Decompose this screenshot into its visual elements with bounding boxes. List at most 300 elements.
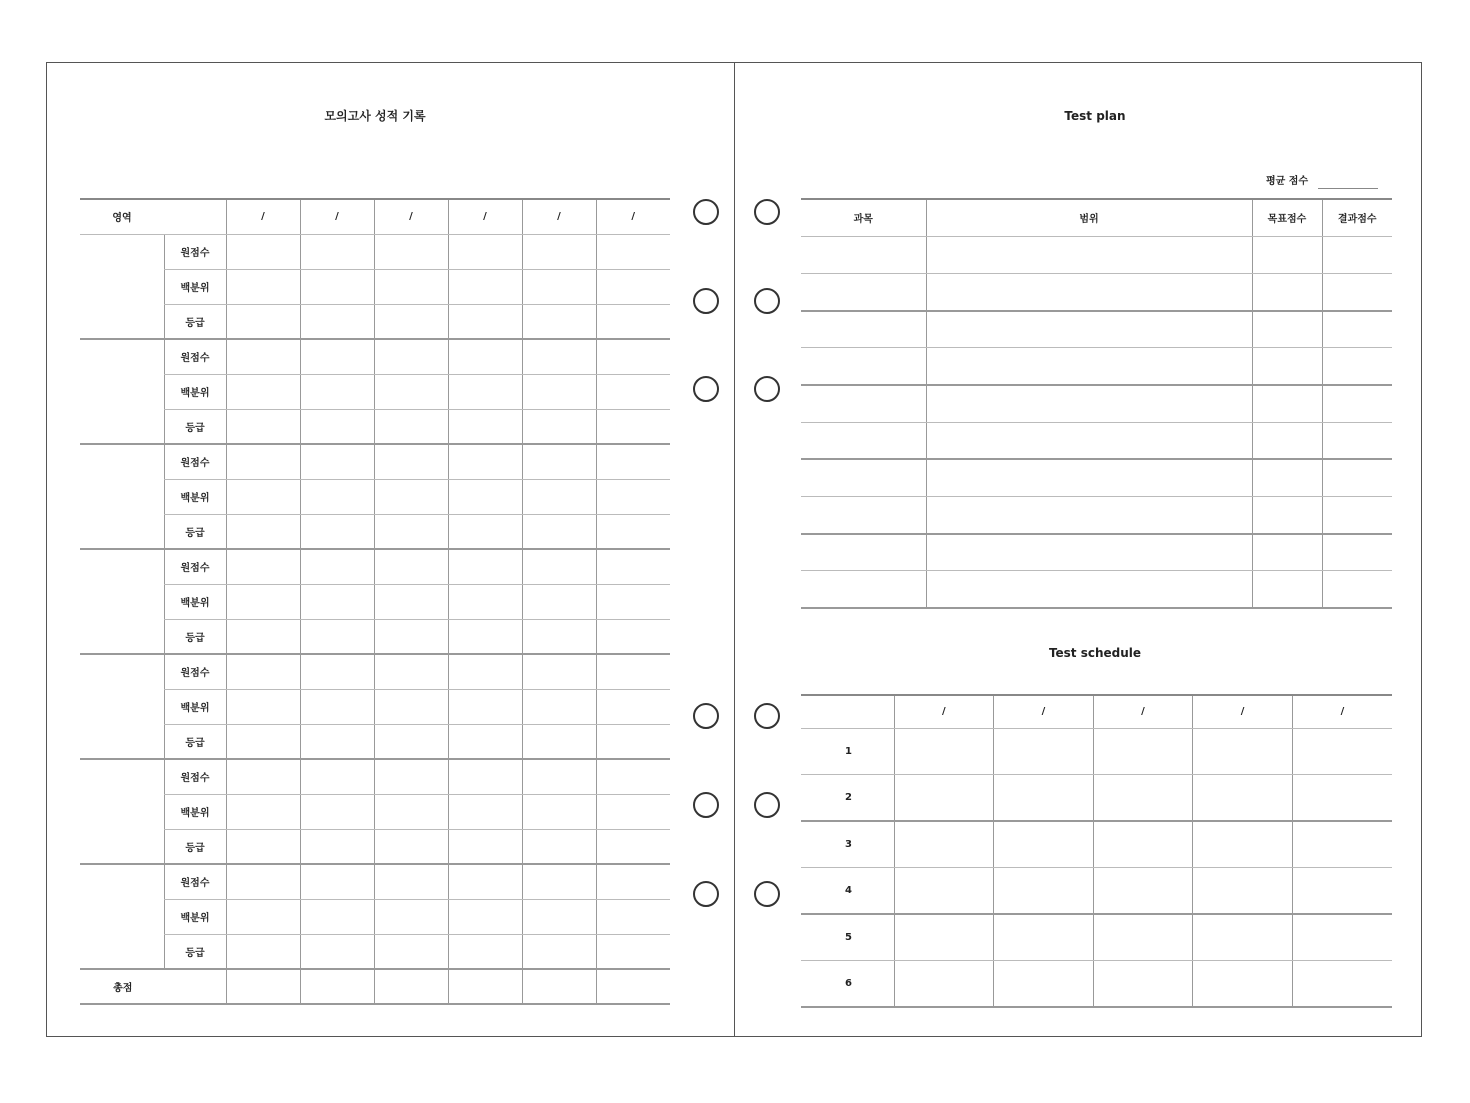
total-cell[interactable] [522,969,596,1004]
date-header-cell[interactable]: / [226,199,300,234]
schedule-cell[interactable] [1292,728,1392,775]
score-cell[interactable] [226,724,300,759]
plan-cell[interactable] [926,311,1252,348]
total-cell[interactable] [300,969,374,1004]
schedule-cell[interactable] [894,868,994,915]
plan-row [801,311,1392,348]
binder-hole [754,703,780,729]
schedule-cell[interactable] [1093,728,1193,775]
score-cell[interactable] [300,829,374,864]
subject-area-cell[interactable] [80,864,164,969]
schedule-cell[interactable] [1193,868,1293,915]
score-row [80,549,670,584]
score-row [80,409,670,444]
schedule-cell[interactable] [1093,914,1193,961]
plan-cell[interactable] [926,273,1252,310]
area-header: 영역 [80,199,164,234]
schedule-row [801,728,1392,775]
schedule-row [801,821,1392,868]
binder-hole [754,288,780,314]
plan-row [801,273,1392,310]
score-cell[interactable] [522,234,596,269]
score-cell[interactable] [226,619,300,654]
subject-area-cell[interactable] [80,339,164,444]
subject-area-cell[interactable] [80,549,164,654]
score-row [80,584,670,619]
score-cell[interactable] [374,829,448,864]
score-cell[interactable] [448,374,522,409]
score-cell[interactable] [300,584,374,619]
score-cell[interactable] [522,864,596,899]
score-cell[interactable] [300,339,374,374]
score-row [80,269,670,304]
period-number: 5 [801,914,894,961]
score-cell[interactable] [226,234,300,269]
average-score-blank [1318,188,1378,189]
plan-cell[interactable] [1252,385,1322,422]
score-cell[interactable] [374,584,448,619]
total-row [80,969,670,1004]
score-cell[interactable] [522,899,596,934]
score-cell[interactable] [374,339,448,374]
score-cell[interactable] [522,374,596,409]
score-cell[interactable] [226,444,300,479]
score-cell[interactable] [226,934,300,969]
schedule-cell[interactable] [894,728,994,775]
plan-row [801,459,1392,496]
plan-cell[interactable] [926,497,1252,534]
score-row [80,234,670,269]
plan-cell[interactable] [1322,459,1392,496]
score-cell[interactable] [300,304,374,339]
schedule-cell[interactable] [1093,775,1193,822]
score-cell[interactable] [448,864,522,899]
schedule-cell[interactable] [894,821,994,868]
score-row [80,794,670,829]
period-number: 3 [801,821,894,868]
page-divider [734,62,735,1037]
score-cell[interactable] [522,269,596,304]
score-cell[interactable] [374,374,448,409]
plan-cell[interactable] [1252,534,1322,571]
score-cell[interactable] [596,724,670,759]
score-cell[interactable] [448,269,522,304]
schedule-cell[interactable] [1193,775,1293,822]
score-row [80,864,670,899]
plan-cell[interactable] [1322,534,1392,571]
period-number: 4 [801,868,894,915]
plan-row [801,385,1392,422]
score-cell[interactable] [300,514,374,549]
score-cell[interactable] [374,934,448,969]
test-plan-table [801,198,1392,609]
plan-cell[interactable] [1252,459,1322,496]
score-cell[interactable] [522,514,596,549]
schedule-date-cell[interactable]: / [1093,695,1193,728]
plan-row [801,236,1392,273]
score-type-label: 백분위 [164,269,226,304]
score-row [80,339,670,374]
schedule-cell[interactable] [1093,961,1193,1008]
plan-cell[interactable] [801,236,926,273]
plan-cell[interactable] [1322,311,1392,348]
score-type-label: 등급 [164,619,226,654]
plan-cell[interactable] [801,459,926,496]
score-cell[interactable] [522,654,596,689]
schedule-cell[interactable] [994,728,1094,775]
score-cell[interactable] [448,549,522,584]
schedule-cell[interactable] [994,961,1094,1008]
schedule-cell[interactable] [894,914,994,961]
plan-cell[interactable] [801,273,926,310]
score-cell[interactable] [596,374,670,409]
score-cell[interactable] [300,654,374,689]
score-cell[interactable] [448,619,522,654]
score-row [80,724,670,759]
score-cell[interactable] [226,549,300,584]
score-cell[interactable] [300,689,374,724]
score-cell[interactable] [522,794,596,829]
subject-area-cell[interactable] [80,759,164,864]
schedule-cell[interactable] [894,961,994,1008]
plan-cell[interactable] [801,348,926,385]
label-header [164,199,226,234]
score-cell[interactable] [596,584,670,619]
score-cell[interactable] [448,759,522,794]
plan-cell[interactable] [926,385,1252,422]
schedule-cell[interactable] [1292,821,1392,868]
score-cell[interactable] [226,409,300,444]
score-cell[interactable] [522,724,596,759]
score-cell[interactable] [226,829,300,864]
score-cell[interactable] [226,514,300,549]
score-cell[interactable] [596,514,670,549]
score-cell[interactable] [300,444,374,479]
subject-area-cell[interactable] [80,654,164,759]
binder-hole [754,881,780,907]
score-cell[interactable] [596,304,670,339]
score-row [80,304,670,339]
score-type-label: 등급 [164,934,226,969]
score-cell[interactable] [374,234,448,269]
score-type-label: 백분위 [164,689,226,724]
schedule-row [801,868,1392,915]
schedule-cell[interactable] [1292,914,1392,961]
date-header-cell[interactable]: / [596,199,670,234]
plan-cell[interactable] [801,311,926,348]
score-cell[interactable] [226,304,300,339]
plan-cell[interactable] [801,385,926,422]
score-cell[interactable] [596,619,670,654]
score-cell[interactable] [448,654,522,689]
score-cell[interactable] [522,479,596,514]
schedule-cell[interactable] [1292,961,1392,1008]
score-cell[interactable] [300,724,374,759]
schedule-cell[interactable] [1292,868,1392,915]
plan-cell[interactable] [1322,571,1392,608]
score-row [80,514,670,549]
score-cell[interactable] [448,584,522,619]
score-type-label: 등급 [164,829,226,864]
score-cell[interactable] [522,619,596,654]
plan-cell[interactable] [1252,422,1322,459]
score-cell[interactable] [374,409,448,444]
score-cell[interactable] [522,409,596,444]
score-type-label: 백분위 [164,794,226,829]
plan-cell[interactable] [1252,571,1322,608]
score-cell[interactable] [522,759,596,794]
score-cell[interactable] [596,689,670,724]
score-cell[interactable] [448,304,522,339]
score-row [80,479,670,514]
score-cell[interactable] [374,619,448,654]
schedule-date-cell[interactable]: / [1292,695,1392,728]
plan-cell[interactable] [926,534,1252,571]
schedule-cell[interactable] [1093,868,1193,915]
score-cell[interactable] [300,934,374,969]
score-row [80,899,670,934]
score-cell[interactable] [374,654,448,689]
score-cell[interactable] [596,234,670,269]
plan-cell[interactable] [1252,273,1322,310]
plan-cell[interactable] [1252,497,1322,534]
score-type-label: 원점수 [164,864,226,899]
score-type-label: 등급 [164,409,226,444]
schedule-cell[interactable] [994,775,1094,822]
score-cell[interactable] [448,724,522,759]
score-cell[interactable] [448,514,522,549]
schedule-cell[interactable] [1193,914,1293,961]
score-cell[interactable] [226,899,300,934]
schedule-cell[interactable] [1193,961,1293,1008]
score-type-label: 원점수 [164,759,226,794]
date-header-cell[interactable]: / [522,199,596,234]
total-label: 총점 [80,969,226,1004]
date-header-cell[interactable]: / [448,199,522,234]
score-cell[interactable] [374,479,448,514]
total-cell[interactable] [226,969,300,1004]
score-type-label: 원점수 [164,234,226,269]
total-cell[interactable] [448,969,522,1004]
schedule-cell[interactable] [1193,728,1293,775]
score-cell[interactable] [522,934,596,969]
plan-cell[interactable] [1322,236,1392,273]
total-cell[interactable] [374,969,448,1004]
plan-cell[interactable] [926,459,1252,496]
score-type-label: 등급 [164,724,226,759]
average-score-label: 평균 점수 [1266,176,1309,187]
score-type-label: 원점수 [164,654,226,689]
score-cell[interactable] [374,549,448,584]
score-cell[interactable] [300,549,374,584]
period-number: 2 [801,775,894,822]
score-cell[interactable] [448,479,522,514]
test-schedule-table [801,694,1392,1008]
score-cell[interactable] [596,899,670,934]
score-cell[interactable] [596,864,670,899]
score-cell[interactable] [374,689,448,724]
score-cell[interactable] [522,549,596,584]
score-cell[interactable] [374,759,448,794]
score-row [80,374,670,409]
score-row [80,759,670,794]
binder-hole [754,199,780,225]
score-cell[interactable] [300,479,374,514]
schedule-header-row [801,695,1392,728]
score-cell[interactable] [596,829,670,864]
plan-header-cell: 목표점수 [1252,199,1322,236]
plan-row [801,571,1392,608]
schedule-row [801,775,1392,822]
plan-cell[interactable] [1322,348,1392,385]
score-cell[interactable] [300,794,374,829]
score-cell[interactable] [596,479,670,514]
plan-cell[interactable] [1322,497,1392,534]
score-cell[interactable] [448,689,522,724]
score-cell[interactable] [374,269,448,304]
plan-header-cell: 결과점수 [1322,199,1392,236]
score-cell[interactable] [226,479,300,514]
plan-header-row [801,199,1392,236]
schedule-date-cell[interactable]: / [894,695,994,728]
score-cell[interactable] [300,374,374,409]
score-cell[interactable] [596,444,670,479]
plan-cell[interactable] [1322,273,1392,310]
plan-header-cell: 범위 [926,199,1252,236]
schedule-cell[interactable] [894,775,994,822]
plan-cell[interactable] [926,236,1252,273]
schedule-date-cell[interactable]: / [1193,695,1293,728]
score-cell[interactable] [596,339,670,374]
score-cell[interactable] [226,374,300,409]
plan-cell[interactable] [1252,348,1322,385]
score-cell[interactable] [596,794,670,829]
schedule-cell[interactable] [994,914,1094,961]
score-cell[interactable] [448,234,522,269]
score-cell[interactable] [226,794,300,829]
plan-cell[interactable] [1252,311,1322,348]
schedule-cell[interactable] [1093,821,1193,868]
schedule-row [801,961,1392,1008]
binder-hole [754,792,780,818]
score-cell[interactable] [226,269,300,304]
score-type-label: 등급 [164,514,226,549]
binder-hole [693,376,719,402]
score-cell[interactable] [374,794,448,829]
score-cell[interactable] [448,794,522,829]
plan-cell[interactable] [926,422,1252,459]
score-cell[interactable] [226,654,300,689]
score-cell[interactable] [596,654,670,689]
date-header-cell[interactable]: / [300,199,374,234]
plan-row [801,348,1392,385]
score-cell[interactable] [300,619,374,654]
period-number: 6 [801,961,894,1008]
score-row [80,619,670,654]
score-cell[interactable] [226,759,300,794]
score-type-label: 백분위 [164,899,226,934]
schedule-cell[interactable] [994,868,1094,915]
schedule-cell[interactable] [994,821,1094,868]
binder-hole [693,792,719,818]
score-cell[interactable] [374,304,448,339]
score-row [80,444,670,479]
score-cell[interactable] [374,444,448,479]
schedule-date-cell[interactable]: / [994,695,1094,728]
plan-cell[interactable] [926,348,1252,385]
schedule-cell[interactable] [1193,821,1293,868]
schedule-corner-cell [801,695,894,728]
score-cell[interactable] [522,304,596,339]
score-cell[interactable] [226,339,300,374]
score-cell[interactable] [448,934,522,969]
score-row [80,654,670,689]
plan-cell[interactable] [801,571,926,608]
score-cell[interactable] [374,724,448,759]
binder-hole [693,288,719,314]
subject-area-cell[interactable] [80,234,164,339]
score-cell[interactable] [522,584,596,619]
left-page-title: 모의고사 성적 기록 [324,109,426,123]
score-cell[interactable] [448,409,522,444]
plan-cell[interactable] [801,497,926,534]
score-cell[interactable] [448,444,522,479]
score-cell[interactable] [374,864,448,899]
score-cell[interactable] [300,234,374,269]
binder-hole [693,881,719,907]
score-cell[interactable] [448,339,522,374]
score-cell[interactable] [596,269,670,304]
score-cell[interactable] [226,584,300,619]
score-cell[interactable] [522,829,596,864]
subject-area-cell[interactable] [80,444,164,549]
schedule-cell[interactable] [1292,775,1392,822]
score-cell[interactable] [374,899,448,934]
score-cell[interactable] [300,899,374,934]
score-cell[interactable] [522,444,596,479]
score-type-label: 원점수 [164,549,226,584]
score-cell[interactable] [522,689,596,724]
mock-exam-score-table [80,198,670,1005]
score-cell[interactable] [596,759,670,794]
score-cell[interactable] [522,339,596,374]
score-cell[interactable] [596,934,670,969]
score-cell[interactable] [300,269,374,304]
score-type-label: 백분위 [164,479,226,514]
score-cell[interactable] [300,864,374,899]
plan-cell[interactable] [1322,385,1392,422]
score-cell[interactable] [300,409,374,444]
score-cell[interactable] [448,899,522,934]
total-cell[interactable] [596,969,670,1004]
plan-row [801,534,1392,571]
plan-cell[interactable] [926,571,1252,608]
plan-cell[interactable] [801,534,926,571]
plan-cell[interactable] [1252,236,1322,273]
score-cell[interactable] [596,409,670,444]
date-header-cell[interactable]: / [374,199,448,234]
score-cell[interactable] [596,549,670,584]
score-cell[interactable] [448,829,522,864]
score-cell[interactable] [226,689,300,724]
score-cell[interactable] [300,759,374,794]
test-plan-title: Test plan [1064,109,1126,123]
score-cell[interactable] [374,514,448,549]
score-type-label: 백분위 [164,374,226,409]
plan-cell[interactable] [801,422,926,459]
score-cell[interactable] [226,864,300,899]
plan-cell[interactable] [1322,422,1392,459]
